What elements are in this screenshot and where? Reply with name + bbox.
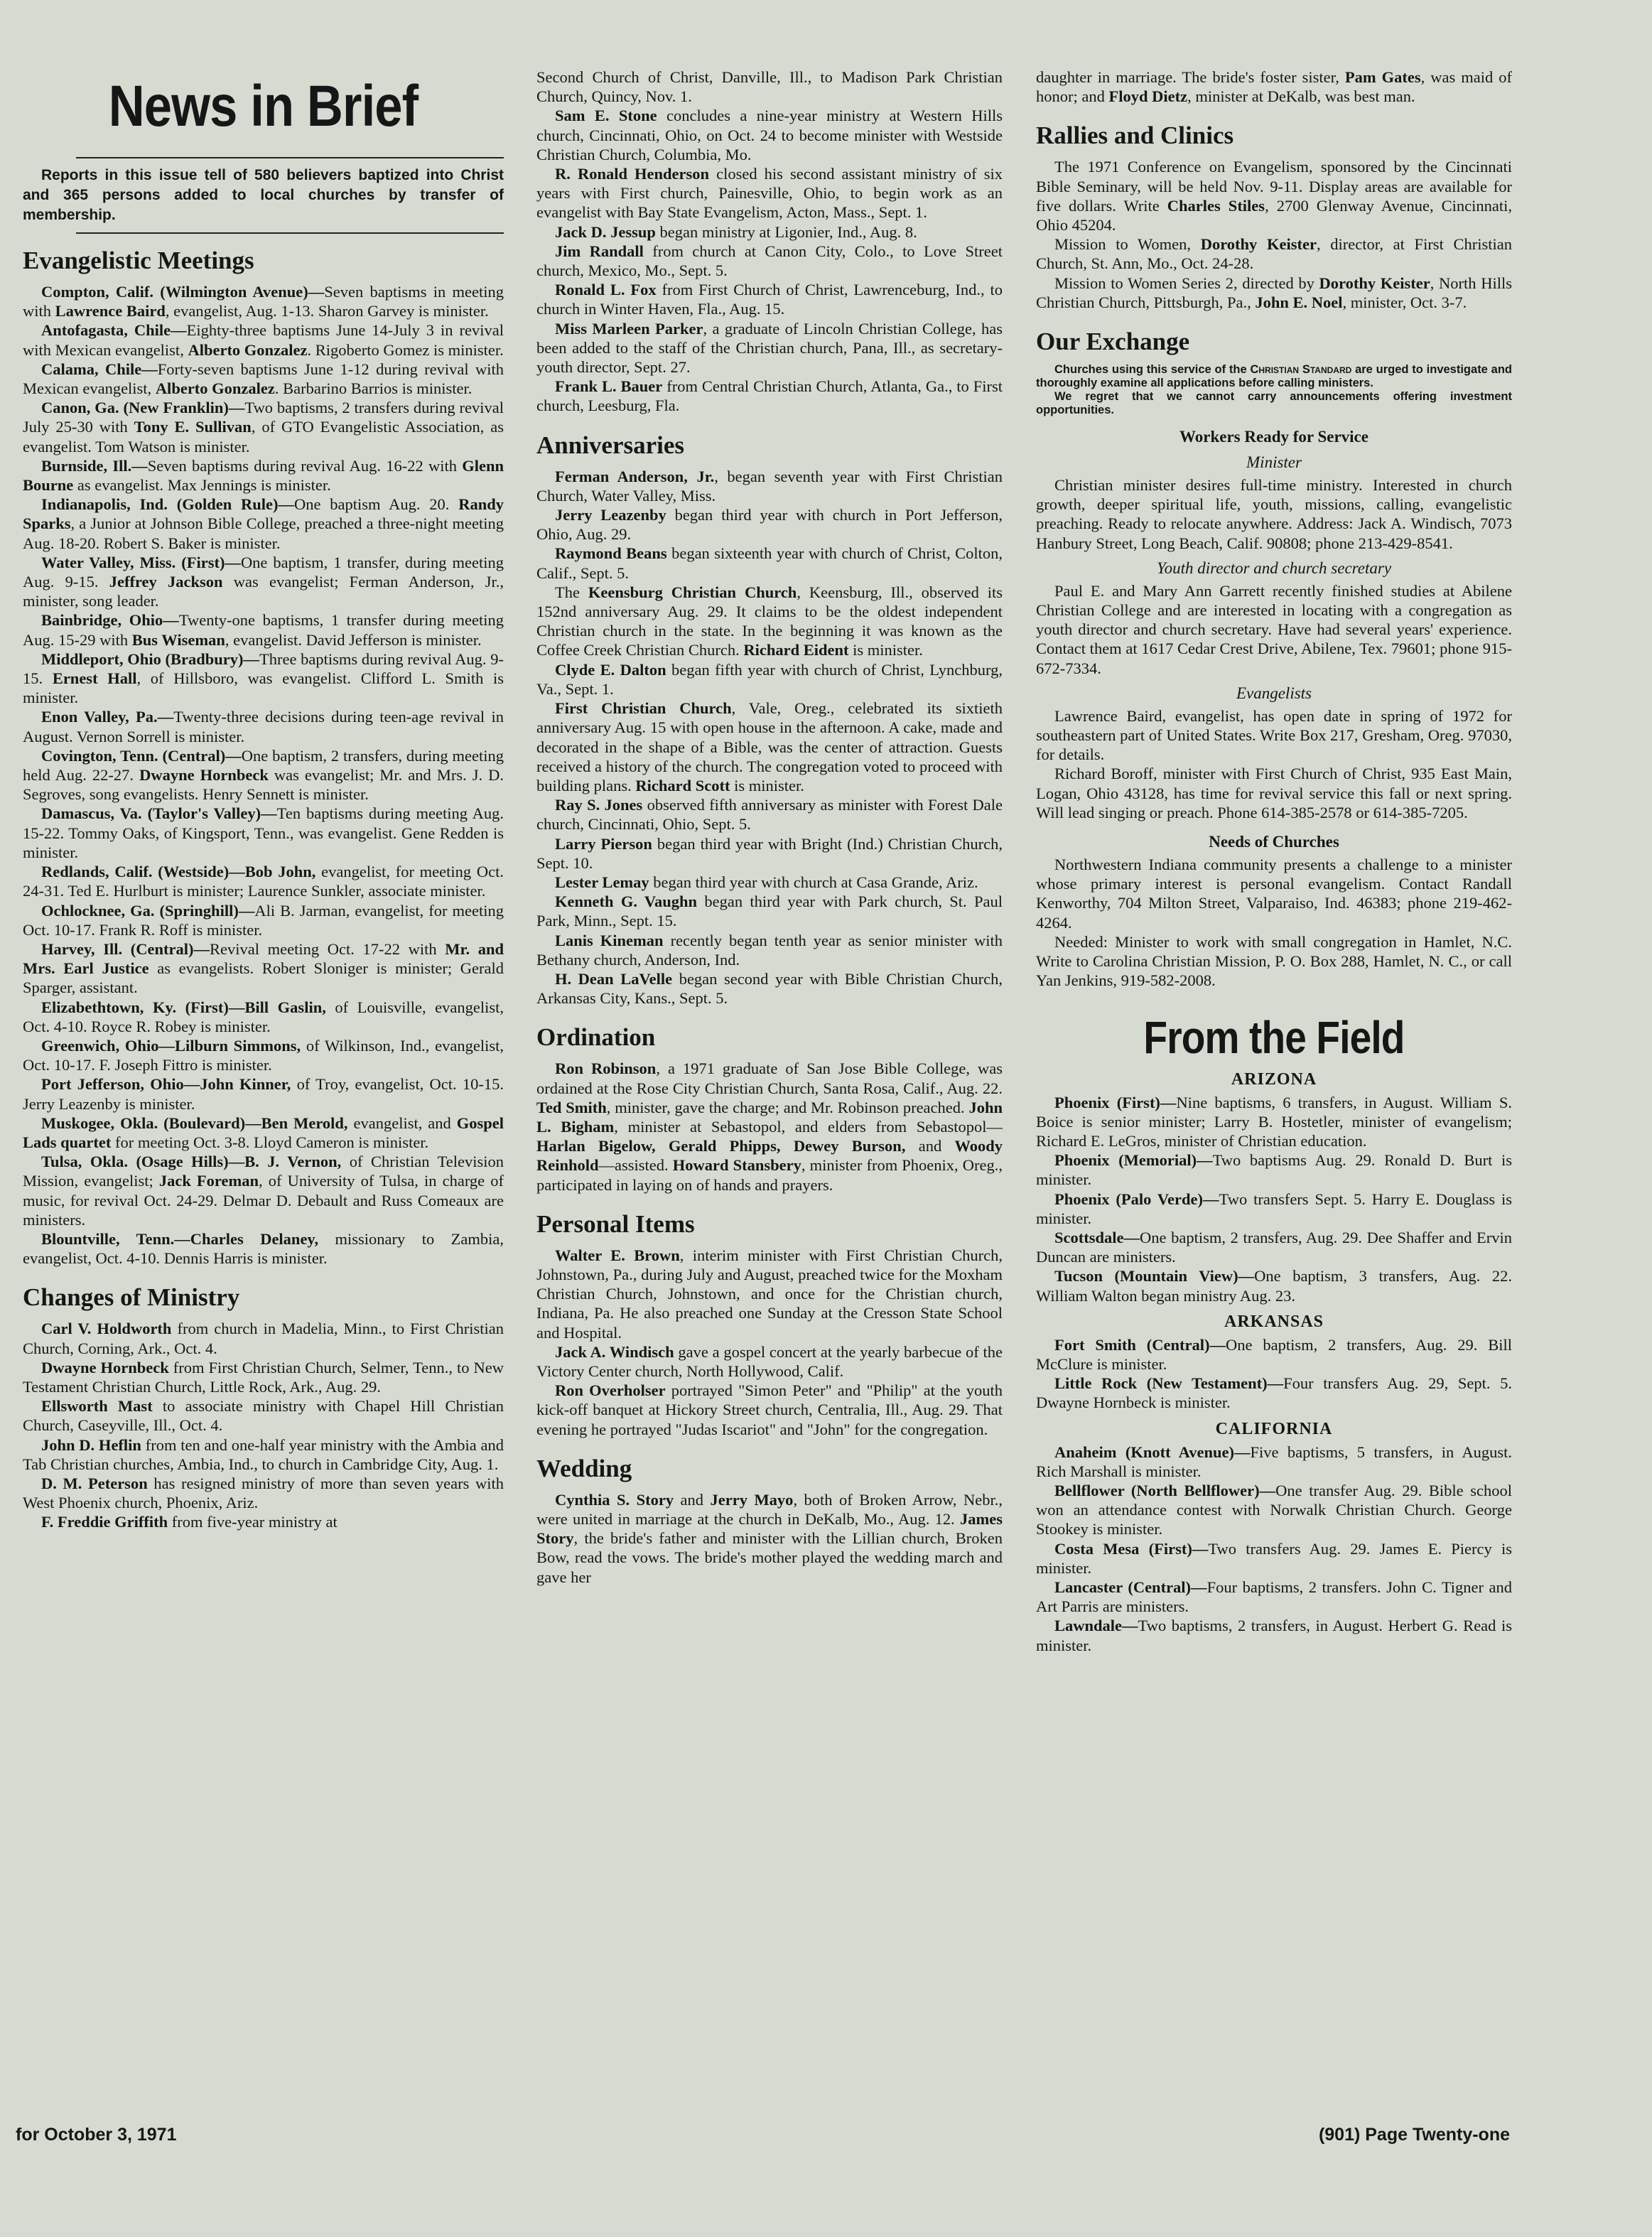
evangelistic-item: Covington, Tenn. (Central)—One baptism, 2 transfers, during meeting held Aug. 22-27. Dwayne Hornbeck was evangelist; Mr. and Mrs. J. D. Segroves, song evangelists. Henry Sennett is minister. xyxy=(23,746,504,804)
anniversary-item: Lanis Kineman recently began tenth year as senior minister with Bethany church, Anderson, Ind. xyxy=(536,931,1003,969)
section-title-rallies: Rallies and Clinics xyxy=(1036,122,1234,150)
exchange-note-2: We regret that we cannot carry announcements offering investment opportunities. xyxy=(1036,390,1512,417)
evangelistic-item: Elizabethtown, Ky. (First)—Bill Gaslin, of Louisville, evangelist, Oct. 4-10. Royce R. Robey is minister. xyxy=(23,998,504,1035)
section-title-ordination: Ordination xyxy=(536,1023,656,1052)
footer-date: for October 3, 1971 xyxy=(16,2125,177,2145)
evangelistic-item: Harvey, Ill. (Central)—Revival meeting Oct. 17-22 with Mr. and Mrs. Earl Justice as evangelists. Robert Sloniger is minister; Gerald Sparger, assistant. xyxy=(23,939,504,997)
ministry-change-item: R. Ronald Henderson closed his second assistant ministry of six years with First church, Painesville, Ohio, to begin work as an evangelist with Bay State Evangelism, Acton, Mass., Sept. 1. xyxy=(536,165,1003,222)
arizona-list xyxy=(1036,1093,1512,1305)
evangelistic-item: Enon Valley, Pa.—Twenty-three decisions during teen-age revival in August. Vernon Sorrell is minister. xyxy=(23,708,504,745)
ministry-change-item: Dwayne Hornbeck from First Christian Church, Selmer, Tenn., to New Testament Christian Church, Little Rock, Ark., Aug. 29. xyxy=(23,1358,504,1396)
masthead: News in Brief xyxy=(108,74,419,139)
anniversary-item: H. Dean LaVelle began second year with Bible Christian Church, Arkansas City, Kans., Sept. 5. xyxy=(536,969,1003,1008)
changes-list-part1 xyxy=(23,1319,504,1531)
anniversary-item: Larry Pierson began third year with Bright (Ind.) Christian Church, Sept. 10. xyxy=(536,834,1003,872)
exchange-note-1: Churches using this service of the Christian Standard are urged to investigate and thoroughly examine all applications before calling ministers. xyxy=(1036,363,1512,390)
field-report-item: Lancaster (Central)—Four baptisms, 2 transfers. John C. Tigner and Art Parris are ministers. xyxy=(1036,1578,1513,1616)
field-report-item: Little Rock (New Testament)—Four transfers Aug. 29, Sept. 5. Dwayne Hornbeck is minister. xyxy=(1036,1374,1512,1412)
intro-summary: Reports in this issue tell of 580 believers baptized into Christ and 365 persons added to local churches by transfer of membership. xyxy=(23,167,504,223)
evangelistic-item: Calama, Chile—Forty-seven baptisms June 1-12 during revival with Mexican evangelist, Alberto Gonzalez. Barbarino Barrios is minister. xyxy=(23,360,504,398)
youth-subheading: Youth director and church secretary xyxy=(1156,559,1392,577)
field-masthead: From the Field xyxy=(1143,1011,1405,1063)
rally-item: Mission to Women Series 2, directed by Dorothy Keister, North Hills Christian Church, Pittsburgh, Pa., John E. Noel, minister, Oct. 3-7. xyxy=(1036,274,1512,311)
evangelistic-item: Port Jefferson, Ohio—John Kinner, of Troy, evangelist, Oct. 10-15. Jerry Leazenby is minister. xyxy=(23,1075,504,1113)
evangelistic-item: Compton, Calif. (Wilmington Avenue)—Seven baptisms in meeting with Lawrence Baird, evangelist, Aug. 1-13. Sharon Garvey is minister. xyxy=(23,283,504,320)
section-title-anniversaries: Anniversaries xyxy=(536,431,685,459)
ministry-change-item: F. Freddie Griffith from five-year ministry at xyxy=(41,1513,338,1531)
anniversary-item: Clyde E. Dalton began fifth year with church of Christ, Lynchburg, Va., Sept. 1. xyxy=(536,660,1003,698)
changes-list-part2 xyxy=(536,106,1003,415)
ministry-change-item: Ronald L. Fox from First Church of Christ, Lawrenceburg, Ind., to church in Winter Haven, Fla., Aug. 15. xyxy=(536,281,1003,318)
field-report-item: Costa Mesa (First)—Two transfers Aug. 29. James E. Piercy is minister. xyxy=(1036,1539,1512,1577)
ministry-change-item: John D. Heflin from ten and one-half year ministry with the Ambia and Tab Christian churches, Ambia, Ind., to church in Cambridge City, Aug. 1. xyxy=(23,1435,504,1473)
field-report-item: Tucson (Mountain View)—One baptism, 3 transfers, Aug. 22. William Walton began ministry Aug. 23. xyxy=(1036,1267,1512,1305)
footer-page: (901) Page Twenty-one xyxy=(1318,2125,1510,2145)
section-title-exchange: Our Exchange xyxy=(1036,328,1190,356)
evangelistic-item: Redlands, Calif. (Westside)—Bob John, evangelist, for meeting Oct. 24-31. Ted E. Hurlburt is minister; Laurence Sunkler, associate minister. xyxy=(23,863,504,900)
evangelistic-item: Indianapolis, Ind. (Golden Rule)—One baptism Aug. 20. Randy Sparks, a Junior at Johnson Bible College, preached a three-night meeting Aug. 18-20. Robert S. Baker is minister. xyxy=(23,495,504,552)
anniversary-item: Raymond Beans began sixteenth year with church of Christ, Colton, Calif., Sept. 5. xyxy=(536,544,1003,582)
column-2 xyxy=(536,68,1003,1587)
personal-item: Ron Overholser portrayed "Simon Peter" and "Philip" at the youth kick-off banquet at Hickory Street church, Centralia, Ill., Aug. 29. That evening he portrayed "Judas Iscariot" and "John" for the congregation. xyxy=(536,1381,1003,1438)
ministry-change-item: Carl V. Holdworth from church in Madelia, Minn., to First Christian Church, Corning, Ark., Oct. 4. xyxy=(23,1320,504,1357)
ministry-change-item: Frank L. Bauer from Central Christian Church, Atlanta, Ga., to First church, Leesburg, Fla. xyxy=(536,377,1003,415)
evangelistic-item: Bainbridge, Ohio—Twenty-one baptisms, 1 transfer during meeting Aug. 15-29 with Bus Wiseman, evangelist. David Jefferson is minister. xyxy=(23,611,504,649)
bottom-rule xyxy=(76,232,504,234)
california-list xyxy=(1036,1443,1512,1655)
changes-continued: Second Church of Christ, Danville, Ill., to Madison Park Christian Church, Quincy, Nov. 1. xyxy=(536,68,1003,106)
needs-ad-2: Needed: Minister to work with small congregation in Hamlet, N.C. Write to Carolina Christian Mission, P. O. Box 288, Hamlet, N. C., or call Yan Jenkins, 919-582-2008. xyxy=(1036,932,1512,990)
needs-ad-1: Northwestern Indiana community presents a challenge to a minister whose primary interest is personal evangelism. Contact Randall Kenworthy, 704 Milton Street, Valparaiso, Ind. 46383; phone 219-462-4264. xyxy=(1036,856,1512,932)
needs-heading: Needs of Churches xyxy=(1209,833,1339,851)
evangelistic-item: Muskogee, Okla. (Boulevard)—Ben Merold, evangelist, and Gospel Lads quartet for meeting Oct. 3-8. Lloyd Cameron is minister. xyxy=(23,1114,504,1151)
minister-subheading: Minister xyxy=(1246,453,1302,472)
evangelistic-item: Burnside, Ill.—Seven baptisms during revival Aug. 16-22 with Glenn Bourne as evangelist. Max Jennings is minister. xyxy=(23,456,504,495)
anniversary-item: The Keensburg Christian Church, Keensburg, Ill., observed its 152nd anniversary Aug. 29. It claims to be the oldest independent Christian church in the state. In the beginning it was known as the Coffee Creek Christian Church. Richard Eident is minister. xyxy=(536,583,1003,659)
evangelistic-item: Blountville, Tenn.—Charles Delaney, missionary to Zambia, evangelist, Oct. 4-10. Dennis Harris is minister. xyxy=(23,1229,504,1268)
evangelistic-list xyxy=(23,282,504,1268)
state-arkansas: ARKANSAS xyxy=(1224,1312,1324,1331)
evangelist-ad-1: Lawrence Baird, evangelist, has open date in spring of 1972 for southeastern part of United States. Write Box 217, Gresham, Oreg. 97030, for details. xyxy=(1036,706,1512,764)
personal-item: Jack A. Windisch gave a gospel concert at the yearly barbecue of the Victory Center church, North Hollywood, Calif. xyxy=(536,1342,1003,1380)
section-title-personal: Personal Items xyxy=(536,1209,695,1238)
anniversary-item: First Christian Church, Vale, Oreg., celebrated its sixtieth anniversary Aug. 15 with open house in the afternoon. A cake, made and decorated in the shape of a Bible, was the center of attraction. Guests received a history of the church. The congregation voted to proceed with building plans. Richard Scott is minister. xyxy=(536,699,1003,794)
rally-item: Mission to Women, Dorothy Keister, director, at First Christian Church, St. Ann, Mo., Oct. 24-28. xyxy=(1036,235,1512,273)
column-3 xyxy=(1036,68,1512,1655)
evangelistic-item: Antofagasta, Chile—Eighty-three baptisms June 14-July 3 in revival with Mexican evangelist, Alberto Gonzalez. Rigoberto Gomez is minister. xyxy=(23,321,504,359)
wedding-continued: daughter in marriage. The bride's foster sister, Pam Gates, was maid of honor; and Floyd Dietz, minister at DeKalb, was best man. xyxy=(1036,68,1512,106)
anniversaries-list xyxy=(536,467,1003,1008)
field-report-item: Phoenix (Palo Verde)—Two transfers Sept. 5. Harry E. Douglass is minister. xyxy=(1036,1190,1512,1227)
anniversary-item: Jerry Leazenby began third year with church in Port Jefferson, Ohio, Aug. 29. xyxy=(536,506,1003,544)
section-title-changes: Changes of Ministry xyxy=(23,1283,240,1312)
evangelistic-item: Canon, Ga. (New Franklin)—Two baptisms, 2 transfers during revival July 25-30 with Tony E. Sullivan, of GTO Evangelistic Association, as evangelist. Tom Watson is minister. xyxy=(23,399,504,456)
evangelistic-item: Ochlocknee, Ga. (Springhill)—Ali B. Jarman, evangelist, for meeting Oct. 10-17. Frank R. Roff is minister. xyxy=(23,901,504,939)
field-report-item: Phoenix (Memorial)—Two baptisms Aug. 29. Ronald D. Burt is minister. xyxy=(1036,1151,1512,1189)
ministry-change-item: Sam E. Stone concludes a nine-year ministry at Western Hills church, Cincinnati, Ohio, on Oct. 24 to become minister with Westside Christian Church, Columbia, Mo. xyxy=(536,107,1003,163)
workers-heading: Workers Ready for Service xyxy=(1179,428,1368,446)
state-arizona: ARIZONA xyxy=(1231,1069,1317,1089)
rallies-list xyxy=(1036,157,1512,312)
ministry-change-item: Jack D. Jessup began ministry at Ligonier, Ind., Aug. 8. xyxy=(555,222,917,241)
field-report-item: Fort Smith (Central)—One baptism, 2 transfers, Aug. 29. Bill McClure is minister. xyxy=(1036,1335,1513,1373)
field-report-item: Lawndale—Two baptisms, 2 transfers, in August. Herbert G. Read is minister. xyxy=(1036,1617,1512,1654)
evangelists-subheading: Evangelists xyxy=(1236,684,1312,702)
field-report-item: Phoenix (First)—Nine baptisms, 6 transfers, in August. William S. Boice is senior minister; Larry B. Hostetler, minister of evangelism; Richard E. LeGros, minister of Christian education. xyxy=(1036,1093,1513,1150)
field-report-item: Anaheim (Knott Avenue)—Five baptisms, 5 transfers, in August. Rich Marshall is minister. xyxy=(1036,1443,1512,1480)
section-title-wedding: Wedding xyxy=(536,1454,632,1482)
evangelistic-item: Damascus, Va. (Taylor's Valley)—Ten baptisms during meeting Aug. 15-22. Tommy Oaks, of Kingsport, Tenn., was evangelist. Gene Redden is minister. xyxy=(23,804,504,861)
wedding-item: Cynthia S. Story and Jerry Mayo, both of Broken Arrow, Nebr., were united in marriage at the church in DeKalb, Mo., Aug. 12. James Story, the bride's father and minister with the Lillian church, Broken Bow, read the vows. The bride's mother played the wedding march and gave her xyxy=(536,1490,1003,1586)
evangelist-ad-2: Richard Boroff, minister with First Church of Christ, 935 East Main, Logan, Ohio 43128, has time for revival service this fall or next spring. Will lead singing or preach. Phone 614-385-2578 or 614-385-7205. xyxy=(1036,765,1512,821)
ministry-change-item: Ellsworth Mast to associate ministry with Chapel Hill Christian Church, Caseyville, Ill., Oct. 4. xyxy=(23,1397,504,1435)
anniversary-item: Lester Lemay began third year with church at Casa Grande, Ariz. xyxy=(555,873,978,891)
anniversary-item: Ferman Anderson, Jr., began seventh year with First Christian Church, Water Valley, Miss. xyxy=(536,467,1003,505)
evangelistic-item: Middleport, Ohio (Bradbury)—Three baptisms during revival Aug. 9-15. Ernest Hall, of Hillsboro, was evangelist. Clifford L. Smith is minister. xyxy=(23,649,504,707)
anniversary-item: Ray S. Jones observed fifth anniversary as minister with Forest Dale church, Cincinnati, Ohio, Sept. 5. xyxy=(536,796,1003,834)
field-report-item: Bellflower (North Bellflower)—One transfer Aug. 29. Bible school won an attendance contest with Norwalk Christian Church. George Stookey is minister. xyxy=(1036,1481,1512,1538)
ministry-change-item: D. M. Peterson has resigned ministry of more than seven years with West Phoenix church, Phoenix, Ariz. xyxy=(23,1474,504,1512)
evangelistic-item: Water Valley, Miss. (First)—One baptism, 1 transfer, during meeting Aug. 9-15. Jeffrey Jackson was evangelist; Ferman Anderson, Jr., minister, song leader. xyxy=(23,553,504,610)
top-rule xyxy=(76,157,504,158)
personal-list xyxy=(536,1246,1003,1439)
evangelistic-item: Greenwich, Ohio—Lilburn Simmons, of Wilkinson, Ind., evangelist, Oct. 10-17. F. Joseph Fittro is minister. xyxy=(23,1036,504,1074)
column-1 xyxy=(23,68,504,1532)
rally-item: The 1971 Conference on Evangelism, sponsored by the Cincinnati Bible Seminary, will be held Nov. 9-11. Display areas are available for five dollars. Write Charles Stiles, 2700 Glenway Avenue, Cincinnati, Ohio 45204. xyxy=(1036,158,1512,235)
ministry-change-item: Miss Marleen Parker, a graduate of Lincoln Christian College, has been added to the staff of the Christian church, Pana, Ill., as secretary-youth director, Sept. 27. xyxy=(536,319,1003,377)
state-california: CALIFORNIA xyxy=(1215,1419,1333,1438)
youth-ad: Paul E. and Mary Ann Garrett recently finished studies at Abilene Christian College and are interested in locating with a congregation as youth director and church secretary. Have had several years' experience. Contact them at 1617 Cedar Crest Drive, Abilene, Tex. 79601; phone 915-672-7334. xyxy=(1036,581,1512,677)
ordination-item: Ron Robinson, a 1971 graduate of San Jose Bible College, was ordained at the Rose City Christian Church, Santa Rosa, Calif., Aug. 22. Ted Smith, minister, gave the charge; and Mr. Robinson preached. John L. Bigham, minister at Sebastopol, and elders from Sebastopol—Harlan Bigelow, Gerald Phipps, Dewey Burson, and Woody Reinhold—assisted. Howard Stansbery, minister from Phoenix, Oreg., participated in laying on of hands and prayers. xyxy=(536,1060,1003,1194)
ministry-change-item: Jim Randall from church at Canon City, Colo., to Love Street church, Mexico, Mo., Sept. 5. xyxy=(536,242,1003,280)
anniversary-item: Kenneth G. Vaughn began third year with Park church, St. Paul Park, Minn., Sept. 15. xyxy=(536,893,1003,930)
arkansas-list xyxy=(1036,1335,1512,1413)
evangelistic-item: Tulsa, Okla. (Osage Hills)—B. J. Vernon, of Christian Television Mission, evangelist; Jack Foreman, of University of Tulsa, in charge of music, for revival Oct. 24-29. Delmar D. Debault and Russ Comeaux are ministers. xyxy=(23,1153,504,1229)
field-report-item: Scottsdale—One baptism, 2 transfers, Aug. 29. Dee Shaffer and Ervin Duncan are ministers. xyxy=(1036,1228,1512,1266)
personal-item: Walter E. Brown, interim minister with First Christian Church, Johnstown, Pa., during July and August, preached twice for the Moxham Christian Church, Johnstown, and once for the Christian church, Indiana, Pa. He also preached one Sunday at the Cresson State School and Hospital. xyxy=(536,1246,1003,1342)
minister-ad: Christian minister desires full-time ministry. Interested in church growth, deeper spiritual life, youth, missions, calling, evangelistic preaching. Ready to relocate anywhere. Address: Jack A. Windisch, 7073 Hanbury Street, Long Beach, Calif. 90808; phone 213-429-8541. xyxy=(1036,476,1512,552)
section-title-evangelistic: Evangelistic Meetings xyxy=(23,247,254,274)
